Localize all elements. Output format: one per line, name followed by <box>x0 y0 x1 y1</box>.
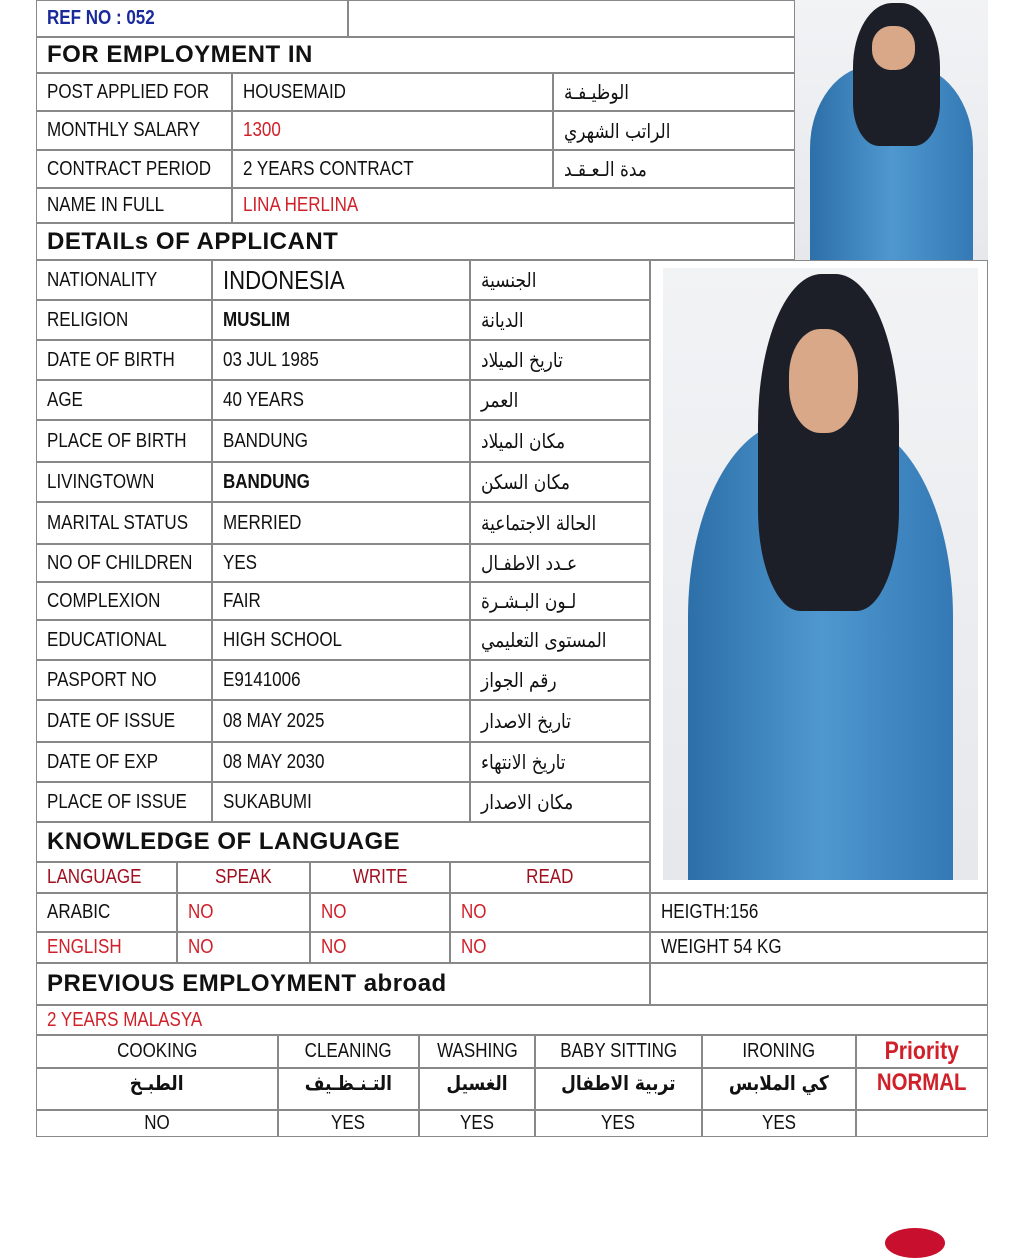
employment-arabic-text: الراتب الشهري <box>564 118 671 143</box>
detail-value-text: INDONESIA <box>223 264 345 295</box>
detail-label-text: RELIGION <box>47 308 129 331</box>
employment-arabic-text: مدة الـعـقـد <box>564 157 647 181</box>
language-header-text: READ <box>526 866 574 888</box>
detail-value <box>212 544 470 582</box>
detail-arabic-text: لـون البـشـرة <box>481 589 577 613</box>
detail-label-text: PLACE OF ISSUE <box>47 790 187 813</box>
skill-arabic <box>535 1068 702 1110</box>
detail-value-text: 03 JUL 1985 <box>223 348 319 371</box>
details-heading <box>36 223 795 260</box>
detail-label <box>36 380 212 420</box>
employment-arabic <box>553 150 795 188</box>
skill-name-text: BABY SITTING <box>560 1040 677 1062</box>
height-value <box>650 893 988 932</box>
language-name <box>36 893 177 932</box>
employment-arabic-text: الوظيـفـة <box>564 80 630 104</box>
skill-value-text: YES <box>331 1112 366 1134</box>
detail-label <box>36 582 212 620</box>
detail-arabic-text: الحالة الاجتماعية <box>481 511 597 535</box>
name-value <box>232 188 795 223</box>
ref-blank <box>348 0 795 37</box>
skill-name-text: CLEANING <box>305 1040 392 1062</box>
detail-label-text: COMPLEXION <box>47 589 161 612</box>
employment-label <box>36 150 232 188</box>
detail-arabic <box>470 380 650 420</box>
detail-label <box>36 462 212 502</box>
detail-arabic <box>470 420 650 462</box>
detail-label <box>36 700 212 742</box>
language-header <box>310 862 450 893</box>
language-read-text: NO <box>461 901 487 923</box>
employment-label <box>36 111 232 150</box>
language-header-text: LANGUAGE <box>47 866 142 888</box>
detail-value-text: SUKABUMI <box>223 790 312 813</box>
language-speak <box>177 893 310 932</box>
language-name-text: ENGLISH <box>47 936 122 958</box>
ref-no <box>36 0 348 37</box>
skill-name <box>36 1035 278 1068</box>
detail-arabic-text: مكان الاصدار <box>481 790 574 814</box>
detail-label <box>36 544 212 582</box>
height-value-text: HEIGTH:156 <box>661 901 759 923</box>
detail-value-text: FAIR <box>223 589 261 612</box>
detail-label <box>36 620 212 660</box>
employment-label <box>36 73 232 111</box>
applicant-photo-small <box>795 0 988 260</box>
detail-label <box>36 502 212 544</box>
skill-name <box>278 1035 419 1068</box>
language-write-text: NO <box>321 936 347 958</box>
detail-label <box>36 420 212 462</box>
name-value-text: LINA HERLINA <box>243 194 359 216</box>
detail-label-text: NO OF CHILDREN <box>47 551 193 574</box>
skill-value <box>278 1110 419 1137</box>
skill-value-text: NO <box>144 1112 170 1134</box>
language-heading <box>36 822 650 862</box>
detail-value-text: 08 MAY 2025 <box>223 709 325 732</box>
language-speak <box>177 932 310 963</box>
skill-arabic-text: كي الملابس <box>729 1071 829 1095</box>
name-label-text: NAME IN FULL <box>47 194 165 216</box>
detail-label-text: DATE OF EXP <box>47 750 159 773</box>
skill-arabic-text: الطبـخ <box>130 1071 184 1095</box>
language-read <box>450 893 650 932</box>
detail-label <box>36 782 212 822</box>
name-label <box>36 188 232 223</box>
skill-name <box>702 1035 856 1068</box>
detail-arabic <box>470 544 650 582</box>
skill-arabic <box>419 1068 535 1110</box>
ref-no-text: REF NO : 052 <box>47 7 155 29</box>
detail-label-text: DATE OF ISSUE <box>47 709 176 732</box>
logo-mark <box>885 1228 945 1258</box>
detail-label-text: NATIONALITY <box>47 268 158 291</box>
priority-label-text: Priority <box>884 1037 960 1065</box>
detail-arabic-text: رقم الجواز <box>481 668 557 692</box>
priority-blank <box>856 1110 988 1137</box>
employment-label-text: MONTHLY SALARY <box>47 119 201 141</box>
skill-value-text: YES <box>761 1112 797 1134</box>
detail-arabic <box>470 582 650 620</box>
employment-value-text: 2 YEARS CONTRACT <box>243 157 414 180</box>
employment-arabic <box>553 73 795 111</box>
detail-arabic-text: الجنسية <box>481 268 537 292</box>
language-speak-text: NO <box>188 936 214 958</box>
detail-value-text: HIGH SCHOOL <box>223 628 343 651</box>
detail-value-text: 08 MAY 2030 <box>223 750 325 773</box>
language-write-text: NO <box>321 901 347 923</box>
detail-arabic-text: الديانة <box>481 308 524 332</box>
detail-arabic-text: عـدد الاطفـال <box>481 551 578 575</box>
skill-arabic <box>702 1068 856 1110</box>
detail-arabic <box>470 462 650 502</box>
detail-label-text: PLACE OF BIRTH <box>47 429 187 452</box>
detail-arabic-text: تاريخ الميلاد <box>481 348 563 372</box>
detail-arabic-text: العمر <box>481 388 519 412</box>
detail-value-text: BANDUNG <box>223 429 309 452</box>
employment-label-text: POST APPLIED FOR <box>47 80 210 103</box>
skill-name-text: IRONING <box>742 1040 816 1062</box>
language-write <box>310 932 450 963</box>
employment-value <box>232 150 553 188</box>
detail-value <box>212 582 470 620</box>
employment-value-text: 1300 <box>243 119 281 141</box>
employment-value <box>232 111 553 150</box>
applicant-photo-large <box>663 268 978 880</box>
employment-heading-text: FOR EMPLOYMENT IN <box>47 41 313 68</box>
language-speak-text: NO <box>188 901 214 923</box>
detail-value <box>212 700 470 742</box>
skill-value <box>36 1110 278 1137</box>
weight-value-text: WEIGHT 54 KG <box>661 936 782 958</box>
detail-value-text: BANDUNG <box>223 470 310 493</box>
detail-arabic-text: المستوى التعليمي <box>481 628 607 652</box>
detail-label <box>36 660 212 700</box>
detail-arabic-text: مكان الميلاد <box>481 429 566 453</box>
detail-value <box>212 660 470 700</box>
detail-arabic-text: تاريخ الاصدار <box>481 709 571 733</box>
skill-value <box>535 1110 702 1137</box>
skill-arabic <box>36 1068 278 1110</box>
detail-value-text: E9141006 <box>223 668 301 691</box>
detail-label-text: MARITAL STATUS <box>47 511 189 534</box>
skill-value <box>419 1110 535 1137</box>
skill-name <box>535 1035 702 1068</box>
detail-arabic <box>470 700 650 742</box>
detail-arabic <box>470 660 650 700</box>
language-header-text: WRITE <box>352 866 408 888</box>
detail-label <box>36 300 212 340</box>
detail-label-text: DATE OF BIRTH <box>47 348 175 371</box>
employment-arabic <box>553 111 795 150</box>
previous-value <box>36 1005 988 1035</box>
detail-label-text: LIVINGTOWN <box>47 470 155 493</box>
detail-label <box>36 340 212 380</box>
detail-value <box>212 782 470 822</box>
detail-value <box>212 502 470 544</box>
detail-arabic <box>470 620 650 660</box>
detail-value-text: MERRIED <box>223 511 302 534</box>
language-heading-text: KNOWLEDGE OF LANGUAGE <box>47 828 401 855</box>
detail-arabic <box>470 502 650 544</box>
skill-value <box>702 1110 856 1137</box>
language-read <box>450 932 650 963</box>
language-read-text: NO <box>461 936 487 958</box>
detail-label-text: AGE <box>47 388 83 411</box>
language-header <box>36 862 177 893</box>
skill-name-text: WASHING <box>436 1040 518 1062</box>
previous-value-text: 2 YEARS MALASYA <box>47 1008 203 1031</box>
detail-arabic <box>470 340 650 380</box>
language-header <box>450 862 650 893</box>
previous-blank <box>650 963 988 1005</box>
skill-name <box>419 1035 535 1068</box>
previous-heading <box>36 963 650 1005</box>
weight-value <box>650 932 988 963</box>
language-write <box>310 893 450 932</box>
skill-arabic <box>278 1068 419 1110</box>
priority-value-text: NORMAL <box>877 1069 967 1096</box>
detail-arabic <box>470 260 650 300</box>
detail-label <box>36 260 212 300</box>
detail-label-text: PASPORT NO <box>47 668 157 691</box>
detail-value-text: YES <box>223 551 258 574</box>
employment-label-text: CONTRACT PERIOD <box>47 157 212 180</box>
detail-value <box>212 620 470 660</box>
detail-value-text: MUSLIM <box>223 308 291 331</box>
detail-value <box>212 340 470 380</box>
detail-value <box>212 420 470 462</box>
detail-label-text: EDUCATIONAL <box>47 628 167 651</box>
detail-value <box>212 300 470 340</box>
details-heading-text: DETAILs OF APPLICANT <box>47 227 339 255</box>
skill-value-text: YES <box>459 1112 495 1134</box>
language-name <box>36 932 177 963</box>
detail-value-text: 40 YEARS <box>223 388 304 411</box>
skill-arabic-text: الغسيل <box>446 1071 508 1095</box>
detail-value <box>212 462 470 502</box>
detail-arabic-text: تاريخ الانتهاء <box>481 750 566 774</box>
employment-value-text: HOUSEMAID <box>243 80 346 103</box>
detail-value <box>212 260 470 300</box>
employment-heading <box>36 37 795 73</box>
language-header <box>177 862 310 893</box>
detail-arabic <box>470 742 650 782</box>
detail-arabic <box>470 300 650 340</box>
priority-label <box>856 1035 988 1068</box>
detail-arabic-text: مكان السكن <box>481 470 570 494</box>
detail-arabic <box>470 782 650 822</box>
priority-value <box>856 1068 988 1110</box>
detail-value <box>212 380 470 420</box>
language-name-text: ARABIC <box>47 901 111 923</box>
skill-name-text: COOKING <box>116 1040 198 1062</box>
detail-value <box>212 742 470 782</box>
skill-value-text: YES <box>601 1112 636 1134</box>
detail-label <box>36 742 212 782</box>
employment-value <box>232 73 553 111</box>
language-header-text: SPEAK <box>215 866 272 888</box>
skill-arabic-text: تربية الاطفال <box>561 1071 676 1095</box>
previous-heading-text: PREVIOUS EMPLOYMENT abroad <box>47 970 447 997</box>
skill-arabic-text: التـنـظـيف <box>304 1071 393 1095</box>
